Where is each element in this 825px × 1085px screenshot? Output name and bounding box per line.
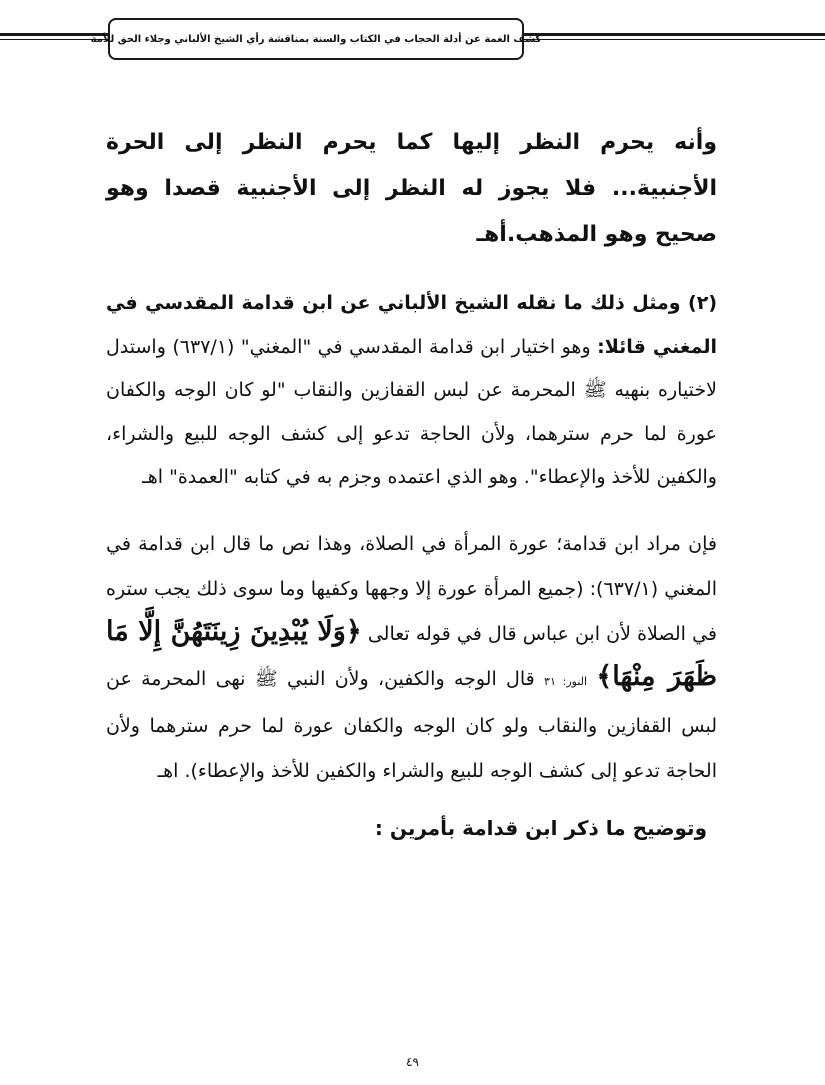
paragraph-4: وتوضيح ما ذكر ابن قدامة بأمرين : [374, 815, 707, 840]
paragraph-3 [106, 522, 717, 794]
paragraph-2-lead: (٢) ومثل ذلك ما نقله الشيخ الألباني عن ابن قدامة المقدسي في المغني قائلا: [106, 292, 718, 358]
paragraph-2-text: وهو اختيار ابن قدامة المقدسي في "المغني" (٦٣٧/١) واستدل لاختياره بنهيه ﷺ المحرمة عن لبس القفازين والنقاب "لو كان الوجه والكفان عورة لما حرم سترهما، ولأن الحاجة تدعو إلى كشف الوجه للبيع والشراء، والكفين للأخذ والإعطاء". وهو الذي اعتمده وجزم به في كتابه "العمدة" اهـ [106, 335, 717, 488]
running-header [90, 18, 542, 60]
page-number: ٤٩ [406, 1055, 419, 1069]
page-body [106, 120, 717, 840]
quran-verse: ﴿وَلَا يُبْدِينَ زِينَتَهُنَّ إِلَّا مَا ظَهَرَ مِنْهَا﴾ [106, 615, 717, 692]
paragraph-1: وأنه يحرم النظر إليها كما يحرم النظر إلى الحرة الأجنبية... فلا يجوز له النظر إلى الأجنبية قصدا وهو صحيح وهو المذهب.أهـ [106, 130, 717, 247]
paragraph-2 [106, 282, 717, 500]
verse-reference: النور: ٣١ [544, 674, 588, 688]
paragraph-3-text-a: فإن مراد ابن قدامة؛ عورة المرأة في الصلاة، وهذا نص ما قال ابن قدامة في المغني (٦٣٧/١): (جميع المرأة عورة إلا وجهها وكفيها وما سوى ذلك يجب ستره في الصلاة لأن ابن عباس قال في قوله تعالى [106, 532, 717, 645]
running-header-title: كشف الغمة عن أدلة الحجاب في الكتاب والسنة بمناقشة رأي الشيخ الألباني وجلاء الحق للأمة [90, 33, 542, 45]
paragraph-3-text-b: قال الوجه والكفين، ولأن النبي ﷺ نهى المحرمة عن لبس القفازين والنقاب ولو كان الوجه والكفان عورة لما حرم سترهما ولأن الحاجة تدعو إلى كشف الوجه للبيع والشراء والكفين للأخذ والإعطاء). اهـ [106, 667, 717, 782]
